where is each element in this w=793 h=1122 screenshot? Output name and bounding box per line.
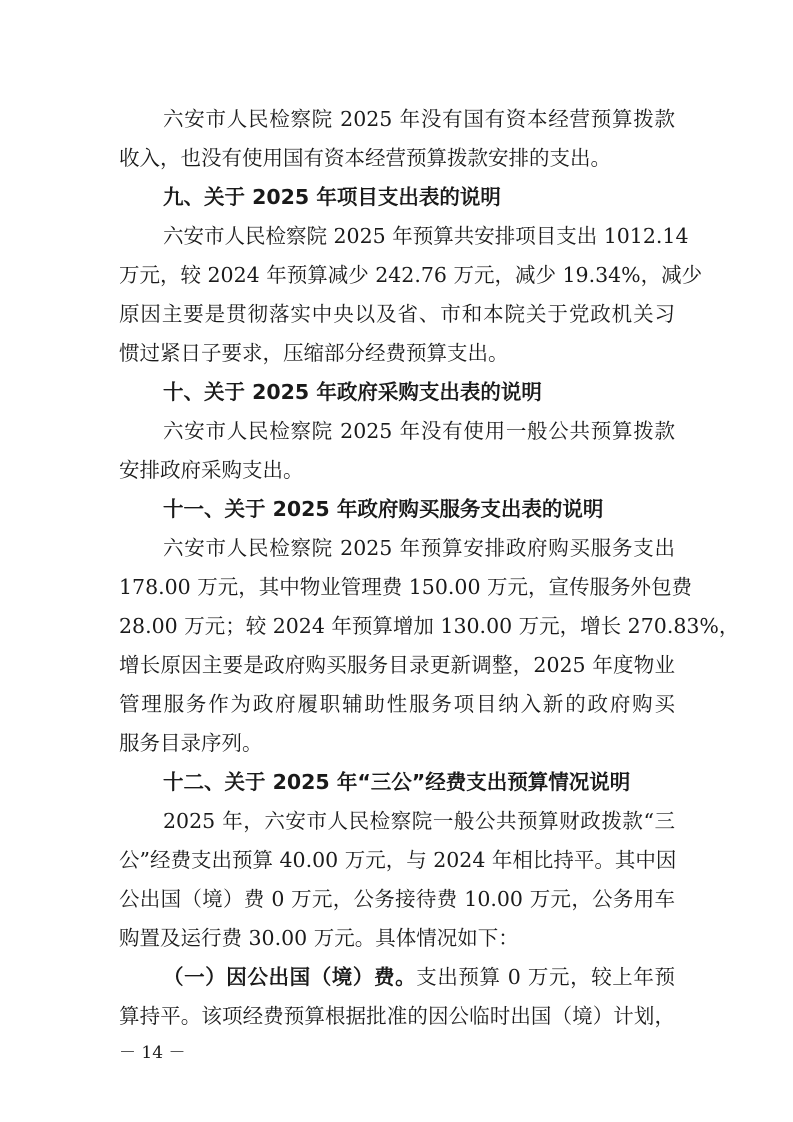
paragraph-line: 六安市人民检察院 2025 年预算共安排项目支出 1012.14 bbox=[163, 224, 689, 248]
paragraph-line: 安排政府采购支出。 bbox=[119, 458, 304, 482]
paragraph-line: 惯过紧日子要求，压缩部分经费预算支出。 bbox=[119, 341, 509, 365]
page-number: － 14 － bbox=[119, 1043, 186, 1063]
paragraph-line: 2025 年，六安市人民检察院一般公共预算财政拨款“三 bbox=[163, 809, 675, 833]
paragraph-line bbox=[163, 962, 675, 992]
subsection-heading: （一）因公出国（境）费。 bbox=[163, 965, 417, 989]
section-heading: 九、关于 2025 年项目支出表的说明 bbox=[163, 185, 501, 209]
paragraph-line: 万元，较 2024 年预算减少 242.76 万元，减少 19.34%，减少 bbox=[119, 263, 703, 287]
section-heading: 十二、关于 2025 年“三公”经费支出预算情况说明 bbox=[163, 770, 631, 794]
paragraph-line: 公”经费支出预算 40.00 万元，与 2024 年相比持平。其中因 bbox=[119, 848, 677, 872]
paragraph-line: 购置及运行费 30.00 万元。具体情况如下： bbox=[119, 926, 519, 950]
paragraph-line: 六安市人民检察院 2025 年没有使用一般公共预算拨款 bbox=[163, 419, 675, 443]
paragraph-line: 六安市人民检察院 2025 年预算安排政府购买服务支出 bbox=[163, 536, 675, 560]
paragraph-line: 增长原因主要是政府购买服务目录更新调整，2025 年度物业 bbox=[119, 653, 675, 677]
paragraph-line: 服务目录序列。 bbox=[119, 731, 263, 755]
paragraph-line: 算持平。该项经费预算根据批准的因公临时出国（境）计划， bbox=[119, 1004, 675, 1028]
section-heading: 十一、关于 2025 年政府购买服务支出表的说明 bbox=[163, 497, 604, 521]
paragraph-line: 六安市人民检察院 2025 年没有国有资本经营预算拨款 bbox=[163, 107, 675, 131]
paragraph-line: 收入，也没有使用国有资本经营预算拨款安排的支出。 bbox=[119, 146, 611, 170]
paragraph-line: 管理服务作为政府履职辅助性服务项目纳入新的政府购买 bbox=[119, 692, 675, 716]
section-heading: 十、关于 2025 年政府采购支出表的说明 bbox=[163, 380, 542, 404]
paragraph-text: 支出预算 0 万元，较上年预 bbox=[416, 965, 676, 989]
paragraph-line: 原因主要是贯彻落实中央以及省、市和本院关于党政机关习 bbox=[119, 302, 675, 326]
paragraph-line: 公出国（境）费 0 万元，公务接待费 10.00 万元，公务用车 bbox=[119, 887, 675, 911]
paragraph-line: 28.00 万元；较 2024 年预算增加 130.00 万元，增长 270.83%， bbox=[119, 614, 740, 638]
paragraph-line: 178.00 万元，其中物业管理费 150.00 万元，宣传服务外包费 bbox=[119, 575, 693, 599]
